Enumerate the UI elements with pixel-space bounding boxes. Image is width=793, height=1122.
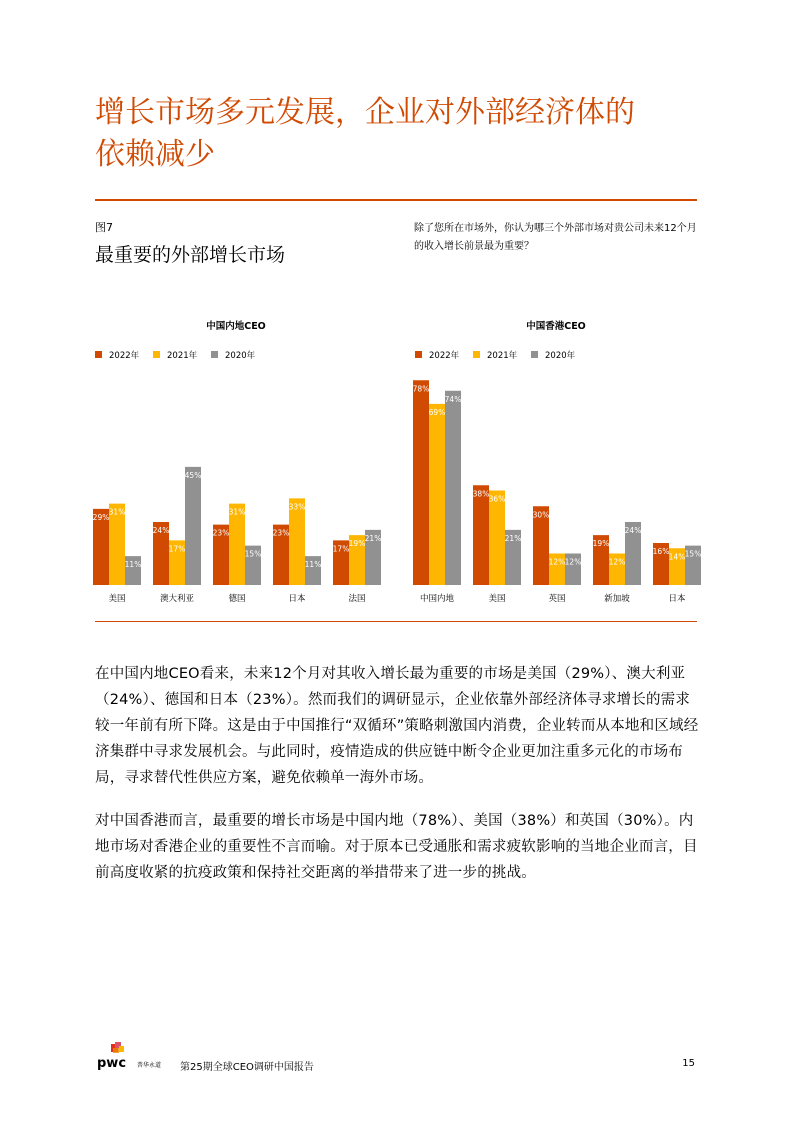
chart-title: 中国内地CEO [206,321,266,332]
page-title [95,92,715,176]
partner-name: 普华永道 [137,1062,162,1069]
figure-title: 最重要的外部增长市场 [95,244,286,266]
bar [413,380,429,585]
title-divider [95,199,697,201]
data-label: 12% [608,557,626,567]
data-label: 12% [548,557,566,567]
pwc-logo-text: pwc [97,1056,127,1071]
legend-label: 2022年 [109,351,140,361]
legend-swatch [153,351,160,358]
legend-swatch [211,351,218,358]
page-number: 15 [682,1058,695,1069]
category-label: 法国 [348,594,366,604]
data-label: 19% [348,539,366,549]
pwc-logo [95,1040,175,1074]
legend-label: 2020年 [225,351,256,361]
data-label: 38% [472,489,490,499]
data-label: 17% [332,544,350,554]
bar [185,467,201,585]
category-label: 中国内地 [419,594,455,604]
data-label: 23% [212,528,230,538]
bar [489,491,505,586]
data-label: 15% [244,549,262,559]
data-label: 31% [228,507,246,517]
data-label: 19% [592,539,610,549]
data-label: 74% [444,394,462,404]
data-label: 21% [364,533,382,543]
data-label: 24% [624,526,642,535]
data-label: 31% [108,507,126,517]
category-label: 澳大利亚 [159,594,195,604]
category-label: 美国 [108,594,126,604]
data-label: 15% [684,549,702,559]
category-label: 德国 [228,594,246,604]
chart-canvas [92,315,702,615]
category-label: 日本 [288,594,306,604]
report-name: 第25期全球CEO调研中国报告 [180,1062,314,1073]
data-label: 69% [428,407,446,417]
legend-label: 2022年 [429,351,460,361]
data-label: 24% [152,526,170,535]
data-label: 29% [92,512,110,522]
title-line-2: 依赖减少 [95,137,215,172]
legend-label: 2021年 [167,351,198,361]
bar-charts [92,315,702,615]
data-label: 36% [488,494,506,504]
paragraph-mainland: 在中国内地CEO看来，未来12个月对其收入增长最为重要的市场是美国（29%）、澳大利亚（24%）、德国和日本（23%）。然而我们的调研显示，企业依靠外部经济体寻求增长的需求较一年前有所下降。这是由于中国推行“双循环”策略刺激国内消费，企业转而从本地和区域经济集群中寻求发展机会。与此同时，疫情造成的供应链中断令企业更加注重多元化的市场布局，寻求替代性供应方案，避免依赖单一海外市场。 [95,666,699,786]
legend-swatch [415,351,422,358]
category-label: 新加坡 [604,594,630,604]
data-label: 78% [412,384,430,394]
category-label: 日本 [668,594,686,604]
legend-label: 2021年 [487,351,518,361]
figure-label: 图7 [95,221,113,234]
data-label: 23% [272,528,290,538]
data-label: 30% [532,510,550,520]
survey-question: 除了您所在市场外，你认为哪三个外部市场对贵公司未来12个月的收入增长前景最为重要？ [414,223,697,252]
data-label: 11% [124,560,142,570]
data-label: 17% [168,544,186,554]
data-label: 16% [652,547,670,556]
data-label: 21% [504,533,522,543]
page-footer [95,1040,700,1076]
data-label: 14% [668,552,686,562]
legend-label: 2020年 [545,351,576,361]
data-label: 11% [304,560,322,570]
bar [445,391,461,585]
title-line-1: 增长市场多元发展，企业对外部经济体的 [95,95,635,130]
legend-swatch [531,351,538,358]
legend-swatch [95,351,102,358]
bar [429,404,445,585]
paragraph-hongkong: 对中国香港而言，最重要的增长市场是中国内地（78%）、美国（38%）和英国（30%）。内地市场对香港企业的重要性不言而喻。对于原本已受通胀和需求疲软影响的当地企业而言，目前高度收紧的抗疫政策和保持社交距离的举措带来了进一步的挑战。 [95,813,698,881]
data-label: 45% [184,470,202,480]
chart-title: 中国香港CEO [526,321,586,332]
chart-divider [95,621,697,622]
data-label: 33% [288,502,306,512]
data-label: 12% [564,557,582,567]
bar [473,485,489,585]
legend-swatch [473,351,480,358]
category-label: 英国 [548,594,566,604]
category-label: 美国 [488,594,506,604]
